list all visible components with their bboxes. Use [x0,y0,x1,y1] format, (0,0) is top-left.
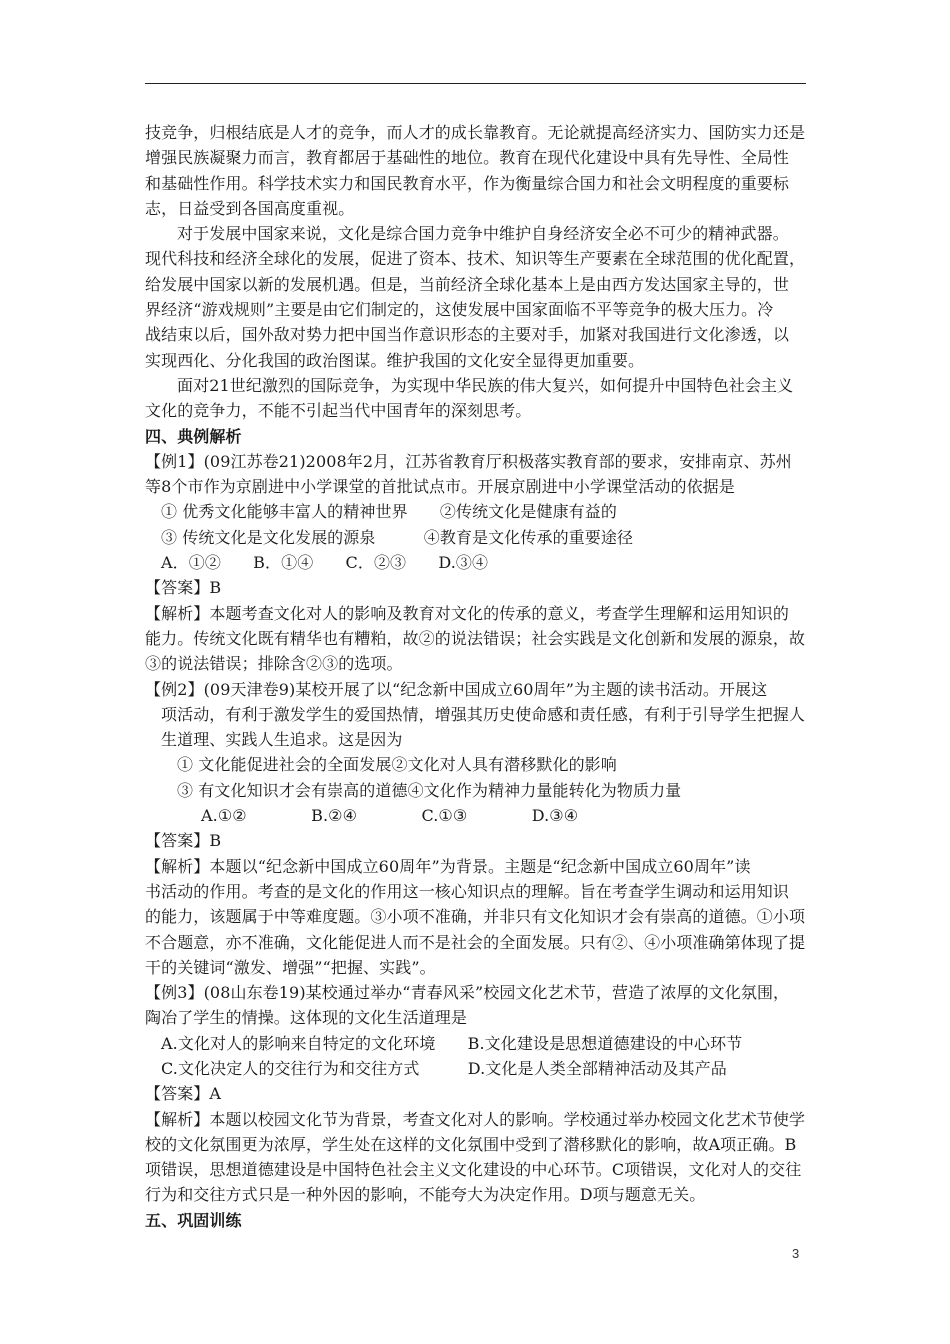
text-line: 干的关键词“激发、增强”“把握、实践”。 [145,957,436,977]
text-line: A.①② B.②④ C.①③ D.③④ [201,806,579,826]
text-line: C.文化决定人的交往行为和交往方式 D.文化是人类全部精神活动及其产品 [161,1058,727,1078]
text-line: 现代科技和经济全球化的发展，促进了资本、技术、知识等生产要素在全球范围的优化配置， [145,249,806,269]
text-line: 【例2】(09天津卷9)某校开展了以“纪念新中国成立60周年”为主题的读书活动。开展这 [145,679,768,699]
text-line: 志，日益受到各国高度重视。 [145,198,355,218]
text-line: ③的说法错误；排除含②③的选项。 [145,654,403,674]
text-line: 生道理、实践人生追求。这是因为 [161,730,403,750]
text-line: 面对21世纪激烈的国际竞争，为实现中华民族的伟大复兴，如何提升中国特色社会主义 [177,375,794,395]
text-line: 【解析】本题以校园文化节为背景，考查文化对人的影响。学校通过举办校园文化艺术节使学 [145,1109,806,1129]
text-line: 实现西化、分化我国的政治图谋。维护我国的文化安全显得更加重要。 [145,350,645,370]
text-line: 战结束以后，国外敌对势力把中国当作意识形态的主要对手，加紧对我国进行文化渗透，以 [145,325,790,345]
text-line: 【例3】(08山东卷19)某校通过举办“青春风采”校园文化艺术节，营造了浓厚的文化氛围， [145,983,790,1003]
text-line: 【例1】(09江苏卷21)2008年2月，江苏省教育厅积极落实教育部的要求，安排南京、苏州 [145,451,792,471]
text-line: 等8个市作为京剧进中小学课堂的首批试点市。开展京剧进中小学课堂活动的依据是 [145,477,735,497]
text-line: 项错误，思想道德建设是中国特色社会主义文化建设的中心环节。C项错误，文化对人的交往 [145,1160,802,1180]
text-line: 增强民族凝聚力而言，教育都居于基础性的地位。教育在现代化建设中具有先导性、全局性 [145,148,790,168]
text-line: 【解析】本题考查文化对人的影响及教育对文化的传承的意义，考查学生理解和运用知识的 [145,603,790,623]
section-heading: 五、巩固训练 [145,1210,242,1230]
text-line: 界经济“游戏规则”主要是由它们制定的，这使发展中国家面临不平等竞争的极大压力。冷 [145,300,774,320]
text-line: ① 文化能促进社会的全面发展②文化对人具有潜移默化的影响 [177,755,617,775]
text-line: 和基础性作用。科学技术实力和国民教育水平，作为衡量综合国力和社会文明程度的重要标 [145,173,790,193]
text-line: ③ 有文化知识才会有崇高的道德④文化作为精神力量能转化为物质力量 [177,780,682,800]
text-line: 【解析】本题以“纪念新中国成立60周年”为背景。主题是“纪念新中国成立60周年”读 [145,856,751,876]
text-line: 的能力，该题属于中等难度题。③小项不准确，并非只有文化知识才会有崇高的道德。①小项 [145,907,806,927]
page-number: 3 [792,1246,800,1261]
text-line: ③ 传统文化是文化发展的源泉 ④教育是文化传承的重要途径 [161,527,634,547]
text-line: 给发展中国家以新的发展机遇。但是，当前经济全球化基本上是由西方发达国家主导的，世 [145,274,790,294]
text-line: 【答案】B [145,578,222,598]
text-line: 能力。传统文化既有精华也有糟粕，故②的说法错误；社会实践是文化创新和发展的源泉，故 [145,628,806,648]
text-line: 文化的竞争力，不能不引起当代中国青年的深刻思考。 [145,401,532,421]
text-line: 【答案】A [145,1084,222,1104]
text-line: 项活动，有利于激发学生的爱国热情，增强其历史使命感和责任感，有利于引导学生把握人 [161,704,806,724]
text-line: A.文化对人的影响来自特定的文化环境 B.文化建设是思想道德建设的中心环节 [161,1033,743,1053]
text-line: A．①② B．①④ C．②③ D.③④ [161,553,489,573]
section-heading: 四、典例解析 [145,426,242,446]
text-line: 【答案】B [145,831,222,851]
text-line: ① 优秀文化能够丰富人的精神世界 ②传统文化是健康有益的 [161,502,617,522]
document-body [145,120,810,1233]
text-line: 对于发展中国家来说，文化是综合国力竞争中维护自身经济安全必不可少的精神武器。 [177,224,789,244]
text-line: 不合题意，亦不准确，文化能促进人而不是社会的全面发展。只有②、④小项准确第体现了提 [145,932,806,952]
text-line: 书活动的作用。考查的是文化的作用这一核心知识点的理解。旨在考查学生调动和运用知识 [145,881,790,901]
text-line: 陶冶了学生的情操。这体现的文化生活道理是 [145,1008,468,1028]
text-line: 技竞争，归根结底是人才的竞争，而人才的成长靠教育。无论就提高经济实力、国防实力还是 [145,123,806,142]
text-line: 校的文化氛围更为浓厚，学生处在这样的文化氛围中受到了潜移默化的影响，故A项正确。B [145,1134,797,1154]
text-line: 行为和交往方式只是一种外因的影响，不能夸大为决定作用。D项与题意无关。 [145,1185,706,1205]
header-rule [145,83,806,84]
